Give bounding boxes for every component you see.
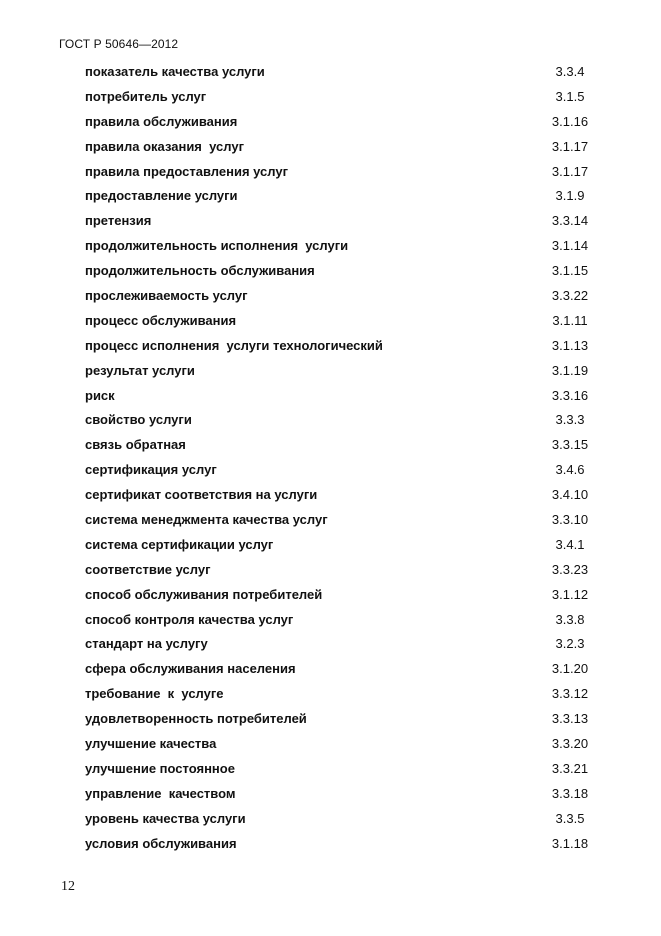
entry-term: прослеживаемость услуг [85,288,248,304]
entry-reference: 3.3.18 [551,785,589,801]
entry-term: правила обслуживания [85,113,238,129]
entry-reference: 3.3.21 [551,760,589,776]
entry-reference: 3.1.18 [551,835,589,851]
index-entry [85,311,605,336]
entry-reference: 3.1.9 [555,188,585,204]
entry-term: улучшение постоянное [85,760,235,776]
index-entry [85,610,605,635]
entry-term: стандарт на услугу [85,636,208,652]
entry-reference: 3.3.23 [551,561,589,577]
index-entry [85,734,605,759]
entry-reference: 3.4.6 [555,462,585,478]
entry-term: удовлетворенность потребителей [85,711,307,727]
index-entry [85,634,605,659]
index-entry [85,709,605,734]
index-entry [85,834,605,859]
index-entry [85,336,605,361]
index-entry [85,435,605,460]
term-index-list [85,62,605,859]
entry-term: система менеджмента качества услуг [85,512,328,528]
entry-term: правила предоставления услуг [85,163,289,179]
entry-reference: 3.1.19 [551,362,589,378]
entry-reference: 3.1.20 [551,661,589,677]
entry-reference: 3.1.13 [551,337,589,353]
entry-term: уровень качества услуги [85,810,246,826]
entry-reference: 3.2.3 [555,636,585,652]
entry-term: соответствие услуг [85,561,211,577]
entry-reference: 3.3.10 [551,512,589,528]
index-entry [85,112,605,137]
entry-term: процесс исполнения услуги технологический [85,337,383,353]
entry-reference: 3.1.17 [551,163,589,179]
entry-reference: 3.3.20 [551,736,589,752]
entry-reference: 3.1.14 [551,238,589,254]
entry-term: способ контроля качества услуг [85,611,294,627]
entry-reference: 3.3.5 [555,810,585,826]
index-entry [85,759,605,784]
entry-term: результат услуги [85,362,195,378]
entry-reference: 3.1.11 [552,312,588,328]
entry-reference: 3.3.3 [555,412,585,428]
entry-term: претензия [85,213,152,229]
entry-reference: 3.4.1 [555,536,585,552]
index-entry [85,560,605,585]
entry-term: требование к услуге [85,686,224,702]
entry-term: потребитель услуг [85,88,207,104]
index-entry [85,361,605,386]
index-entry [85,535,605,560]
index-entry [85,386,605,411]
entry-reference: 3.1.5 [555,88,585,104]
entry-reference: 3.3.8 [555,611,585,627]
index-entry [85,137,605,162]
entry-reference: 3.4.10 [551,487,589,503]
entry-term: свойство услуги [85,412,192,428]
entry-term: связь обратная [85,437,186,453]
document-header: ГОСТ Р 50646—2012 [59,37,179,51]
entry-term: продолжительность исполнения услуги [85,238,349,254]
page-number: 12 [61,879,75,894]
entry-reference: 3.3.16 [551,387,589,403]
index-entry [85,162,605,187]
index-entry [85,410,605,435]
entry-reference: 3.1.17 [551,138,589,154]
index-entry [85,261,605,286]
entry-term: сфера обслуживания населения [85,661,296,677]
entry-term: продолжительность обслуживания [85,263,315,279]
entry-reference: 3.3.15 [551,437,589,453]
index-entry [85,236,605,261]
entry-term: сертификат соответствия на услуги [85,487,318,503]
entry-term: способ обслуживания потребителей [85,586,323,602]
index-entry [85,460,605,485]
entry-term: улучшение качества [85,736,217,752]
entry-reference: 3.3.4 [555,64,585,79]
entry-term: процесс обслуживания [85,312,237,328]
index-entry [85,784,605,809]
entry-term: система сертификации услуг [85,536,274,552]
entry-term: условия обслуживания [85,835,237,851]
entry-term: управление качеством [85,785,236,801]
entry-term: риск [85,387,115,403]
index-entry [85,186,605,211]
entry-term: показатель качества услуги [85,64,265,79]
index-entry [85,485,605,510]
index-entry [85,62,605,87]
entry-reference: 3.3.14 [551,213,589,229]
index-entry [85,684,605,709]
entry-reference: 3.1.15 [551,263,589,279]
entry-term: правила оказания услуг [85,138,244,154]
entry-reference: 3.3.12 [551,686,589,702]
index-entry [85,659,605,684]
entry-reference: 3.1.16 [551,113,589,129]
index-entry [85,510,605,535]
index-entry [85,286,605,311]
index-entry [85,87,605,112]
index-entry [85,211,605,236]
index-entry [85,585,605,610]
entry-term: предоставление услуги [85,188,238,204]
entry-reference: 3.3.22 [551,288,589,304]
entry-reference: 3.1.12 [551,586,589,602]
entry-term: сертификация услуг [85,462,217,478]
entry-reference: 3.3.13 [551,711,589,727]
index-entry [85,809,605,834]
